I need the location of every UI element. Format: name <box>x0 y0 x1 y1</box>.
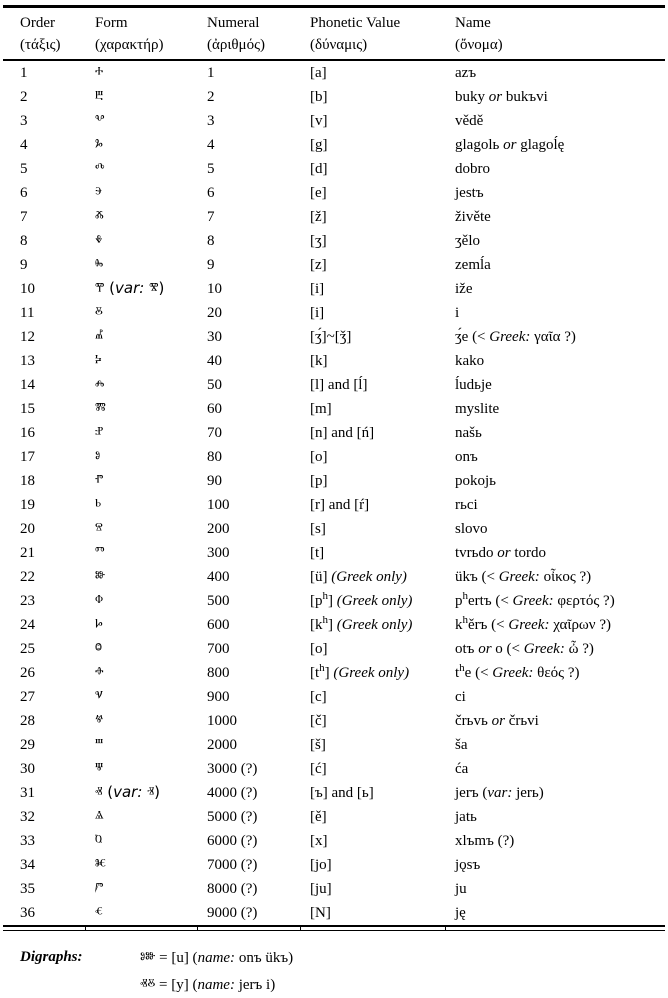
numeral-cell: 8 <box>207 233 215 249</box>
glagolitic-alphabet-page <box>0 5 668 993</box>
name-cell: ʒ́e (< Greek: γαῖα ?) <box>455 329 576 345</box>
numeral-cell: 2 <box>207 89 215 105</box>
header-row <box>3 7 665 61</box>
name-cell: jatь <box>455 809 477 825</box>
table-header <box>3 7 665 61</box>
form-glyph-cell: ⱁ <box>95 447 101 465</box>
form-glyph-cell: ⱒ <box>95 831 102 849</box>
order-cell: 3 <box>20 113 28 129</box>
phonetic-value-cell: [e] <box>310 185 327 201</box>
name-cell: ʒělo <box>455 233 480 249</box>
table-row <box>3 277 665 301</box>
phonetic-value-cell: [c] <box>310 689 327 705</box>
table-row <box>3 901 665 925</box>
name-cell: ĺudьje <box>455 377 492 393</box>
column-sublabel-greek: (δύναμις) <box>310 37 368 53</box>
form-glyph-cell: ⱂ <box>95 471 104 489</box>
numeral-cell: 5 <box>207 161 215 177</box>
order-cell: 9 <box>20 257 28 273</box>
order-cell: 17 <box>20 449 35 465</box>
name-cell: jerъ (var: jerь) <box>455 785 544 801</box>
name-cell: $p^hertъ$ (< Greek: φερτός ?) <box>455 590 615 609</box>
name-cell: buky or bukъvi <box>455 89 548 105</box>
order-cell: 22 <box>20 569 35 585</box>
form-glyph-cell: ⰲ <box>95 111 105 129</box>
order-cell: 25 <box>20 641 35 657</box>
numeral-cell: 800 <box>207 665 230 681</box>
table-row <box>3 205 665 229</box>
column-header-order <box>3 7 95 61</box>
table-row <box>3 781 665 805</box>
form-glyph-cell: ⱌ <box>95 687 103 705</box>
order-cell: 36 <box>20 905 35 921</box>
column-header-numeral <box>207 7 310 61</box>
numeral-cell: 1 <box>207 65 215 81</box>
form-glyph-cell: ⰰ <box>95 63 104 81</box>
order-cell: 20 <box>20 521 35 537</box>
numeral-cell: 3 <box>207 113 215 129</box>
table-row <box>3 757 665 781</box>
column-label: Form <box>95 15 128 31</box>
phonetic-value-cell: [b] <box>310 89 328 105</box>
column-divider-tick <box>197 925 198 931</box>
name-cell: ju <box>455 881 467 897</box>
order-cell: 15 <box>20 401 35 417</box>
order-cell: 21 <box>20 545 35 561</box>
numeral-cell: 60 <box>207 401 222 417</box>
form-glyph-cell: ⱆ <box>95 567 106 585</box>
order-cell: 23 <box>20 593 35 609</box>
form-glyph-cell: ⱚ <box>95 663 104 681</box>
name-cell: našь <box>455 425 482 441</box>
name-cell: zemĺa <box>455 257 491 273</box>
form-glyph-cell: ⱇ <box>95 591 104 609</box>
name-cell: dobro <box>455 161 490 177</box>
table-row <box>3 565 665 589</box>
table-row <box>3 133 665 157</box>
name-cell: ća <box>455 761 469 777</box>
numeral-cell: 200 <box>207 521 230 537</box>
column-divider-tick <box>85 925 86 931</box>
digraph-line: ⱁⱆ = [u] (name: onъ ükъ) <box>140 948 294 966</box>
phonetic-value-cell: [ʒ] <box>310 233 327 249</box>
digraphs-footer <box>0 944 668 998</box>
table-row <box>3 733 665 757</box>
column-label: Numeral <box>207 15 260 31</box>
order-cell: 33 <box>20 833 35 849</box>
glagolitic-alphabet-table <box>3 5 665 925</box>
name-cell: glagolь or glagoĺę <box>455 137 565 153</box>
order-cell: 18 <box>20 473 35 489</box>
numeral-cell: 6000 (?) <box>207 833 258 849</box>
phonetic-value-cell: [ž] <box>310 209 327 225</box>
order-cell: 6 <box>20 185 28 201</box>
form-glyph-cell: ⱉ <box>95 639 102 657</box>
order-cell: 10 <box>20 281 35 297</box>
table-row <box>3 253 665 277</box>
column-label: Order <box>20 15 55 31</box>
phonetic-value-cell: [n] and [ń] <box>310 425 375 441</box>
table-row <box>3 445 665 469</box>
phonetic-value-cell: [i] <box>310 281 325 297</box>
table-row <box>3 181 665 205</box>
form-glyph-cell: ⰸ <box>95 255 104 273</box>
table-row <box>3 853 665 877</box>
form-glyph-cell: ⰴ <box>95 159 105 177</box>
table-row <box>3 589 665 613</box>
numeral-cell: 7 <box>207 209 215 225</box>
table-row <box>3 613 665 637</box>
column-divider-tick <box>445 925 446 931</box>
name-cell: ša <box>455 737 468 753</box>
table-row <box>3 469 665 493</box>
form-glyph-cell: ⱄ <box>95 519 103 537</box>
numeral-cell: 300 <box>207 545 230 561</box>
phonetic-value-cell: [ě] <box>310 809 327 825</box>
order-cell: 28 <box>20 713 35 729</box>
table-row <box>3 157 665 181</box>
order-cell: 7 <box>20 209 28 225</box>
order-cell: 30 <box>20 761 35 777</box>
column-header-phonetic-value <box>310 7 455 61</box>
table-row <box>3 685 665 709</box>
column-sublabel-greek: (χαρακτήρ) <box>95 37 164 53</box>
name-cell: iže <box>455 281 473 297</box>
table-row <box>3 349 665 373</box>
phonetic-value-cell: $[k^h]$ (Greek only) <box>310 614 413 633</box>
column-divider-tick <box>300 925 301 931</box>
name-cell: i <box>455 305 460 321</box>
phonetic-value-cell: [ć] <box>310 761 327 777</box>
phonetic-value-cell: [t] <box>310 545 325 561</box>
form-glyph-cell: ⰿ <box>95 399 106 417</box>
numeral-cell: 4000 (?) <box>207 785 258 801</box>
phonetic-value-cell: [ju] <box>310 881 332 897</box>
form-glyph-cell: ⱓ <box>95 879 104 897</box>
name-cell: ję <box>455 905 466 921</box>
name-cell: jestъ <box>455 185 484 201</box>
name-cell: otъ or o (< Greek: ὦ ?) <box>455 641 594 657</box>
order-cell: 13 <box>20 353 35 369</box>
phonetic-value-cell: [o] <box>310 641 328 657</box>
phonetic-value-cell: [š] <box>310 737 326 753</box>
numeral-cell: 3000 (?) <box>207 761 258 777</box>
numeral-cell: 8000 (?) <box>207 881 258 897</box>
numeral-cell: 900 <box>207 689 230 705</box>
name-cell: $t^he$ (< Greek: θεός ?) <box>455 662 580 681</box>
form-glyph-cell: ⱅ <box>95 543 105 561</box>
phonetic-value-cell: [a] <box>310 65 327 81</box>
order-cell: 11 <box>20 305 35 321</box>
form-glyph-cell: ⰳ <box>95 135 103 153</box>
order-cell: 2 <box>20 89 28 105</box>
alphabet-rows <box>3 60 665 925</box>
table-row <box>3 301 665 325</box>
name-cell: jǫsъ <box>455 857 481 873</box>
numeral-cell: 7000 (?) <box>207 857 258 873</box>
column-sublabel-greek: (ὄνομα) <box>455 37 503 53</box>
phonetic-value-cell: [i] <box>310 305 325 321</box>
phonetic-value-cell: [jo] <box>310 857 332 873</box>
name-cell: rьci <box>455 497 478 513</box>
table-row <box>3 829 665 853</box>
order-cell: 27 <box>20 689 35 705</box>
form-glyph-cell: ⱑ <box>95 807 104 825</box>
phonetic-value-cell: $[p^h]$ (Greek only) <box>310 590 413 609</box>
phonetic-value-cell: [ü] (Greek only) <box>310 569 407 585</box>
phonetic-value-cell: [x] <box>310 833 328 849</box>
form-glyph-cell: ⰵ <box>95 183 103 201</box>
numeral-cell: 6 <box>207 185 215 201</box>
table-row <box>3 517 665 541</box>
order-cell: 32 <box>20 809 35 825</box>
form-glyph-cell: ⰱ <box>95 87 104 105</box>
order-cell: 8 <box>20 233 28 249</box>
phonetic-value-cell: [k] <box>310 353 328 369</box>
order-cell: 4 <box>20 137 28 153</box>
name-cell: ükъ (< Greek: οἶκος ?) <box>455 569 592 585</box>
order-cell: 26 <box>20 665 35 681</box>
order-cell: 1 <box>20 65 28 81</box>
order-cell: 5 <box>20 161 28 177</box>
table-row <box>3 397 665 421</box>
form-glyph-cell: ⰾ <box>95 375 105 393</box>
name-cell: onъ <box>455 449 478 465</box>
numeral-cell: 40 <box>207 353 222 369</box>
form-glyph-cell: ⰶ <box>95 207 104 225</box>
table-row <box>3 373 665 397</box>
form-glyph-cell: ⱍ <box>95 711 104 729</box>
order-cell: 35 <box>20 881 35 897</box>
phonetic-value-cell: [ʒ́]~[ǯ] <box>310 329 352 345</box>
table-row <box>3 805 665 829</box>
form-glyph-cell: ⱔ <box>95 903 103 921</box>
column-label: Phonetic Value <box>310 15 401 31</box>
form-glyph-cell: ⰽ <box>95 351 102 369</box>
table-row <box>3 325 665 349</box>
table-row <box>3 421 665 445</box>
table-bottom-rule <box>3 925 665 931</box>
table-row <box>3 229 665 253</box>
name-cell: živěte <box>455 209 491 225</box>
numeral-cell: 9000 (?) <box>207 905 258 921</box>
name-cell: myslite <box>455 401 500 417</box>
name-cell: pokojь <box>455 473 497 489</box>
name-cell: $k^hěrъ$ (< Greek: χαῖρων ?) <box>455 614 611 633</box>
table-row <box>3 85 665 109</box>
phonetic-value-cell: [l] and [ĺ] <box>310 377 368 393</box>
form-glyph-cell: ⰼ <box>95 327 104 345</box>
name-cell: xlъmъ (?) <box>455 833 515 849</box>
table-row <box>3 541 665 565</box>
phonetic-value-cell: [g] <box>310 137 328 153</box>
digraph-lines <box>140 944 668 998</box>
table-row <box>3 709 665 733</box>
form-glyph-cell: ⰷ <box>95 231 103 249</box>
name-cell: azъ <box>455 65 477 81</box>
numeral-cell: 700 <box>207 641 230 657</box>
phonetic-value-cell: [s] <box>310 521 326 537</box>
phonetic-value-cell: [z] <box>310 257 327 273</box>
phonetic-value-cell: [ъ] and [ь] <box>310 785 374 801</box>
form-glyph-cell: ⱈ <box>95 615 103 633</box>
table-row <box>3 109 665 133</box>
numeral-cell: 9 <box>207 257 215 273</box>
form-glyph-cell: ⱏ (var: ⱐ) <box>95 783 161 801</box>
name-cell: tvrьdo or tordo <box>455 545 547 561</box>
phonetic-value-cell: $[t^h]$ (Greek only) <box>310 662 410 681</box>
name-cell: kako <box>455 353 485 369</box>
table-row <box>3 877 665 901</box>
name-cell: slovo <box>455 521 488 537</box>
form-glyph-cell: ⱋ <box>95 759 104 777</box>
order-cell: 16 <box>20 425 35 441</box>
phonetic-value-cell: [o] <box>310 449 328 465</box>
order-cell: 19 <box>20 497 35 513</box>
name-cell: črьvь or črьvi <box>455 713 539 729</box>
numeral-cell: 600 <box>207 617 230 633</box>
phonetic-value-cell: [p] <box>310 473 328 489</box>
order-cell: 12 <box>20 329 35 345</box>
phonetic-value-cell: [d] <box>310 161 328 177</box>
form-glyph-cell: ⰻ <box>95 303 103 321</box>
numeral-cell: 80 <box>207 449 222 465</box>
numeral-cell: 5000 (?) <box>207 809 258 825</box>
order-cell: 34 <box>20 857 35 873</box>
numeral-cell: 30 <box>207 329 222 345</box>
numeral-cell: 500 <box>207 593 230 609</box>
table-row <box>3 637 665 661</box>
form-glyph-cell: ⱃ <box>95 495 102 513</box>
numeral-cell: 20 <box>207 305 222 321</box>
numeral-cell: 50 <box>207 377 222 393</box>
numeral-cell: 100 <box>207 497 230 513</box>
form-glyph-cell: ⱘ <box>95 855 107 873</box>
phonetic-value-cell: [N] <box>310 905 331 921</box>
order-cell: 29 <box>20 737 35 753</box>
phonetic-value-cell: [č] <box>310 713 327 729</box>
phonetic-value-cell: [r] and [ŕ] <box>310 497 370 513</box>
order-cell: 31 <box>20 785 35 801</box>
column-sublabel-greek: (τάξις) <box>20 37 61 53</box>
numeral-cell: 2000 <box>207 737 237 753</box>
order-cell: 14 <box>20 377 35 393</box>
name-cell: vědě <box>455 113 484 129</box>
form-glyph-cell: ⰹ (var: ⰺ) <box>95 279 165 297</box>
name-cell: ci <box>455 689 466 705</box>
digraphs-label: Digraphs: <box>20 949 83 965</box>
numeral-cell: 70 <box>207 425 222 441</box>
numeral-cell: 10 <box>207 281 222 297</box>
column-header-form <box>95 7 207 61</box>
order-cell: 24 <box>20 617 35 633</box>
phonetic-value-cell: [v] <box>310 113 328 129</box>
numeral-cell: 400 <box>207 569 230 585</box>
column-label: Name <box>455 15 491 31</box>
numeral-cell: 1000 <box>207 713 237 729</box>
column-sublabel-greek: (ἀριθμός) <box>207 37 266 53</box>
table-row <box>3 661 665 685</box>
phonetic-value-cell: [m] <box>310 401 332 417</box>
digraph-line: ⱏⰻ = [y] (name: jerъ i) <box>140 975 276 993</box>
numeral-cell: 4 <box>207 137 215 153</box>
numeral-cell: 90 <box>207 473 222 489</box>
table-row <box>3 493 665 517</box>
table-row <box>3 60 665 85</box>
form-glyph-cell: ⱀ <box>95 423 104 441</box>
column-header-name <box>455 7 665 61</box>
form-glyph-cell: ⱎ <box>95 735 104 753</box>
